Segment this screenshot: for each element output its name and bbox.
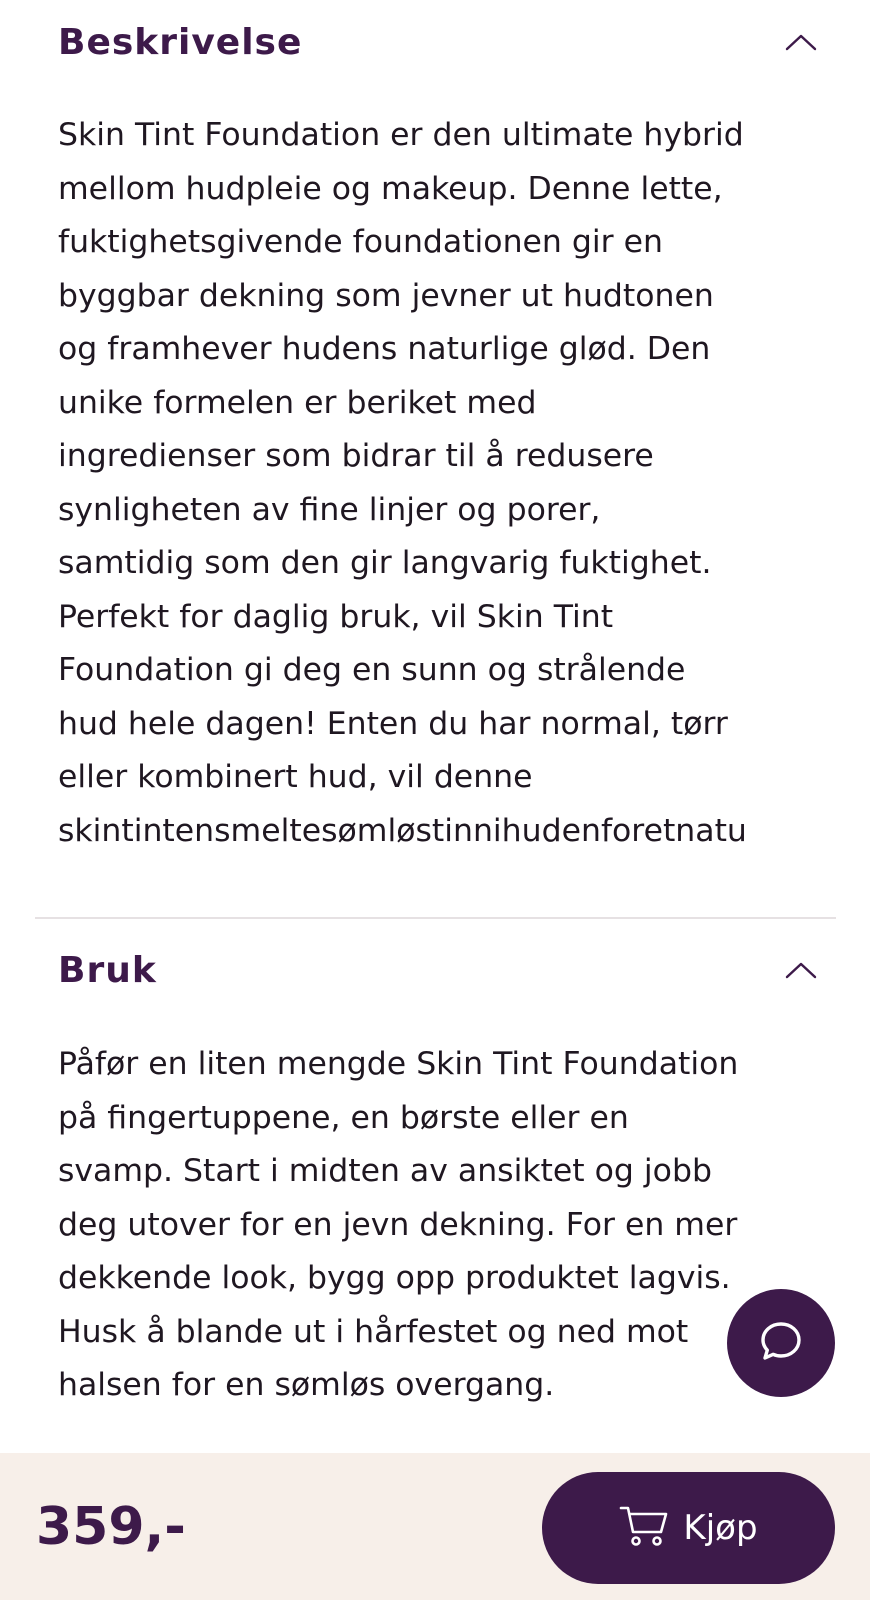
section-divider (35, 917, 836, 919)
description-header[interactable] (58, 16, 818, 68)
price: 359,- (36, 1497, 186, 1557)
usage-header[interactable] (58, 944, 818, 996)
chat-button[interactable] (727, 1289, 835, 1397)
usage-title: Bruk (58, 949, 157, 991)
buy-button-label: Kjøp (683, 1508, 758, 1548)
usage-text: Påfør en liten mengde Skin Tint Foundation på fingertuppene, en børste eller en svamp. Start i midten av ansiktet og jobb deg utover for en jevn dekning. For en mer dekkende look, bygg opp produktet lagvis. Husk å blande ut i hårfestet og ned mot halsen for en sømløs overgang. (58, 1046, 739, 1403)
chevron-up-icon[interactable] (784, 25, 818, 59)
buy-button[interactable] (542, 1472, 835, 1584)
cart-icon (619, 1504, 669, 1552)
chat-bubble-icon (757, 1317, 805, 1369)
description-title: Beskrivelse (58, 21, 303, 63)
description-text: Skin Tint Foundation er den ultimate hybrid mellom hudpleie og makeup. Denne lette, fuktighetsgivende foundationen gir en byggbar dekning som jevner ut hudtonen og framhever hudens naturlige glød. Den unike formelen er beriket med ingredienser som bidrar til å redusere synligheten av fine linjer og porer, samtidig som den gir langvarig fuktighet. Perfekt for daglig bruk, vil Skin Tint Foundation gi deg en sunn og strålende hud hele dagen! Enten du har normal, tørr eller kombinert hud, vil denne skintintensmeltesømløstinnihudenforetnatu (58, 117, 747, 849)
chevron-up-icon[interactable] (784, 953, 818, 987)
